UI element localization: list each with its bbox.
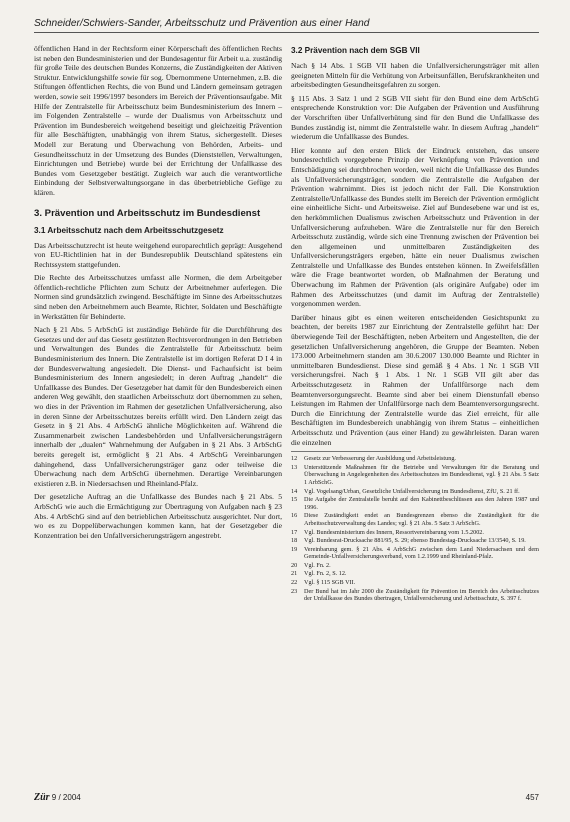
body-paragraph: Das Arbeitsschutzrecht ist heute weitgehend europarechtlich geprägt: Ausgehend von EU-Richtlinien hat in der Bundesrepublik Deutschland spätestens ein Rechtssystem stattgefunden. <box>34 240 282 269</box>
footnote-text: Vgl. Bundesrat-Drucksache 881/95, S. 29; ebenso Bundestag-Drucksache 13/3540, S. 19. <box>304 537 526 545</box>
footnote <box>291 529 539 537</box>
body-paragraph: Der gesetzliche Auftrag an die Unfallkasse des Bundes nach § 21 Abs. 5 ArbSchG wie auch die Ermächtigung zur Übertragung von Aufgaben nach § 23 Abs. 4 ArbSchG sind auf den betrieblichen Arbeitsschutz ausgerichtet. Nur dort, wo es zu Doppelüberwachungen kommen kann, hat der Gesetzgeber die Konzentration bei den Unfallversicherungsträgern angestrebt. <box>34 492 282 540</box>
footnote-number: 13 <box>291 463 298 471</box>
journal-logo: Zür <box>34 792 50 803</box>
footnote <box>291 546 539 561</box>
footnote <box>291 537 539 545</box>
footnote <box>291 496 539 511</box>
footnote-text: Der Bund hat im Jahr 2000 die Zuständigkeit für Prävention im Bereich des Arbeitsschutzes der Unfallkasse des Bundes übertragen, Unfallversicherung und Arbeitsschutz, S. 397 f. <box>304 587 539 603</box>
footnote-number: 15 <box>291 496 298 504</box>
footnote-text: Vgl. § 115 SGB VII. <box>304 579 356 587</box>
footnote <box>291 562 539 570</box>
body-paragraph: Hier konnte auf den ersten Blick der Eindruck entstehen, das unsere bundesrechtlich vorgegebene Prinzip der Verknüpfung von Prävention und Entschädigung sei durchbrochen worden, weil nicht die Unfallkasse des Bundes als Unfallversicherungsträger, sondern die Zentralstelle die Aufgaben der Prävention wahrnimmt. Dies ist jedoch nicht der Fall. Die Konstruktion Zentralstelle/Unfallkasse des Bundes stellt im Bereich der Prävention ermöglicht eine einheitliche Sicht- und Arbeitsweise. Ziel auf Bundesebene war und ist es, den herkömmlichen Dualismus zwischen Arbeitsschutz und Prävention in der Unfallversicherung aufzuheben. Wäre die Zentralstelle nur für den Bereich Arbeitsschutz zuständig, würde sich eine Trennung zwischen der Prävention bei den allgemeinen und unmittelbaren Zuständigkeiten des Unfallversicherungsträgers ergeben, hätte ein neuer Dualismus zwischen Zentralstelle und Unfallkasse des Bundes entstehen können. In Zweifelsfällen wäre die Frage beantwortet worden, ob Maßnahmen der Beratung und Überwachung im Rahmen der Prävention (als originäre Aufgabe) oder im Rahmen des Arbeitsschutzes (und damit im Auftrag der Zentralstelle) vorgenommen werden. <box>291 145 539 309</box>
body-paragraph: Darüber hinaus gibt es einen weiteren entscheidenden Gesichtspunkt zu beachten, der bereits 1987 zur Einrichtung der Zentralstelle geführt hat: Der überwiegende Teil der Beschäftigten, neben Arbeitern und Angestellten, die der gesetzlichen Unfallversicherung angehören, die Gruppe der Beamten. Neben 173.000 Arbeitnehmern standen am 30.6.2007 130.000 Beamte und Richter in unmittelbaren Bundesdienst. Diese sind gemäß § 4 Abs. 1 Nr. 1 SGB VII versicherungsfrei. Nach § 1 Abs. 1 Nr. 1 SGB VII gilt aber das Arbeitsschutzgesetz in Rahmen der Unfallfürsorge nach dem Beamtenversorgungsrecht. Beamte sind aber bei einem Dienstunfall ebenso Leistungen im Rahmen der Unfallfürsorge nach dem Beamtenversorgungsrecht. Durch die Einrichtung der Zentralstelle wurde das Ziel erreicht, für alle Beschäftigten im Bundesbereich unabhängig von ihrem Status – einheitlichen Arbeitsschutz und Prävention (aus einer Hand) zu gewährleisten. Daran waren die einzelnen <box>291 312 539 447</box>
footnote-number: 23 <box>291 587 298 595</box>
section-3-1-heading: 3.1 Arbeitsschutz nach dem Arbeitsschutzgesetz <box>34 225 224 235</box>
footnote <box>291 570 539 578</box>
footnote-text: Vgl. Vogelsang/Urban, Gesetzliche Unfallversicherung im Bundesdienst, ZfU, S. 21 ff. <box>304 487 520 495</box>
footnote <box>291 512 539 527</box>
footnote <box>291 488 539 496</box>
footnote-text: Vereinbarung gem. § 21 Abs. 4 ArbSchG zwischen dem Land Niedersachsen und dem Gemeinde-Unfallversicherungsverband, vom 1.2.1999 und Rheinland-Pfalz. <box>304 545 539 561</box>
section-3-1-body <box>34 241 282 541</box>
section-3-2-heading: 3.2 Prävention nach dem SGB VII <box>291 46 420 55</box>
footnote <box>291 579 539 587</box>
footnote-number: 21 <box>291 570 298 578</box>
footnote <box>291 464 539 487</box>
footnote-number: 12 <box>291 455 298 463</box>
body-paragraph: öffentlichen Hand in der Rechtsform einer Körperschaft des öffentlichen Rechts ist neben den Bundesministerien und der Bundesagentur für Arbeit u.a. zuständig für große Teile des deutschen Bundes Konzerns, die Zuständigkeiten der Aktiven Struktur. Entwicklungshilfe sowie für sog. Übernommene Unternehmen, z.B. die Stiftungen öffentlichen Rechts, die von Bund und Ländern gemeinsam getragen werden, sowie seit 1996/1997 besonders im Bereich der Präventionsaufgabe. Mit Hilfe der Zentralstelle für Arbeitsschutz beim Bundesministerium des Innern – im Folgenden Zentralstelle – wurde der Dualismus von Arbeitsschutz und Prävention im Bundesbereich weitgehend beseitigt und gleichzeitig Prävention für alle Beschäftigten, unabhängig von ihrem Status, sichergestellt. Dieses Modell zur Beratung und Überwachung von Behörden, Arbeits- und Gesundheitsschutz in der Umsetzung des Bundes (Dienststellen, Verwaltungen, Einrichtungen und Betriebe) wurde bei der Errichtung der Unfallkasse des Bundes vom Gesetzgeber bestätigt. Zugleich war auch die verantwortliche Einbindung der Selbstverwaltungsorgane in das überbetriebliche Gefüge zu klären. <box>34 44 282 197</box>
section-3-2-body <box>291 61 539 447</box>
footnote-list <box>291 455 539 603</box>
left-intro <box>34 44 282 198</box>
footnote-text: Vgl. Fn. 2, S. 12. <box>304 570 347 578</box>
footnote-text: Vgl. Fn. 2. <box>304 561 331 569</box>
footnote-text: Diese Zuständigkeit endet an Bundesgrenzen ebenso die Zuständigkeit für die Arbeitsschutzverwaltung des Landes; vgl. § 21 Abs. 5 Satz 3 ArbSchG. <box>304 512 539 527</box>
body-paragraph: Nach § 14 Abs. 1 SGB VII haben die Unfallversicherungsträger mit allen geeigneten Mitteln für die Verhütung von Arbeitsunfällen, Berufskrankheiten und arbeitsbedingten Gesundheitsgefahren zu sorgen. <box>291 61 539 90</box>
page-number: 457 <box>525 793 539 802</box>
running-head: Schneider/Schwiers-Sander, Arbeitsschutz und Prävention aus einer Hand <box>34 18 539 33</box>
body-paragraph: Die Rechte des Arbeitsschutzes umfasst alle Normen, die dem Arbeitgeber öffentlich-rechtliche Pflichten zum Schutz der Arbeitnehmer auferlegen. Die Normen sind grundsätzlich zwingend. Beschäftigte im Sinne des Arbeitsschutzes sind neben den Arbeitnehmern auch Beamte, Richter, Soldaten und Beschäftigte in Werkstätten für Behinderte. <box>34 273 282 321</box>
footnote-number: 20 <box>291 561 298 569</box>
journal-issue: 9 / 2004 <box>51 793 81 802</box>
page-footer <box>34 792 539 803</box>
left-column <box>34 44 282 544</box>
footnote-text: Vgl. Bundesministerium des Innern, Ressortvereinbarung vom 1.5.2002. <box>304 528 484 536</box>
footnote-text: Die Aufgabe der Zentralstelle beruht auf den Kabinettbeschlüssen aus den Jahren 1987 und 1996. <box>304 496 539 511</box>
footnote-text: Unterstützende Maßnahmen für die Betriebe und Verwaltungen für die Beratung und Überwachung in Angelegenheiten des Arbeitsschutzes im Bundesdienst, vgl. § 21 Abs. 5 Satz 1 ArbSchG. <box>304 463 539 486</box>
footnote-number: 22 <box>291 579 298 587</box>
body-paragraph: Nach § 21 Abs. 5 ArbSchG ist zuständige Behörde für die Durchführung des Gesetzes und der auf das Gesetz gestützten Rechtsverordnungen in den Betrieben und Verwaltungen des Bundes die Zentralstelle für Arbeitsschutz beim Bundesministerium des Innern. Die Zentralstelle ist im dortigen Referat D I 4 in der Bundesverwaltung angesiedelt. Die Dienst- und Fachaufsicht ist beim Bundesministerium des Innern angesiedelt; in deren Auftrag „handelt“ die Unfallkasse des Bundes. Der Gesetzgeber hat damit für den Bundesbereich einen anderen Weg gewählt, den staatlichen Arbeitsschutz dort übernommen zu sehen, wo dies in der Prävention im Rahmen der gesetzlichen Unfallversicherung, also in deren Sinne der Arbeitsschutzes bereits erfüllt wird. Den Ländern zeigt das Gesetz in § 21 Abs. 4 ArbSchG ähnliche Möglichkeiten auf. Während die Zusammenarbeit zwischen Landesbehörden und Unfallversicherungsträgern innerhalb der „dualen“ Wahrnehmung der Aufgaben in § 21 Abs. 3 ArbSchG bereits geregelt ist, ermöglicht § 21 Abs. 4 ArbSchG Vereinbarungen dahingehend, dass Unfallversicherungsträger ganz oder teilweise die Überwachung nach dem ArbSchG übernehmen. Derartige Vereinbarungen existieren z.B. in Niedersachsen und Rheinland-Pfalz. <box>34 325 282 488</box>
footnote-number: 18 <box>291 537 298 545</box>
footnote-number: 19 <box>291 545 298 553</box>
right-column <box>291 44 539 604</box>
footnote <box>291 455 539 463</box>
footnote-number: 16 <box>291 512 298 520</box>
footnote <box>291 588 539 603</box>
footnote-number: 17 <box>291 528 298 536</box>
body-paragraph: § 115 Abs. 3 Satz 1 und 2 SGB VII sieht für den Bund eine dem ArbSchG entsprechende Konstruktion vor: Die Aufgaben der Prävention und Ausführung der Vorschriften über Unfallverhütung sind für den Bund die Unfallkasse des Bundes zuständig ist, nimmt die Zentralstelle wahr. In diesem Auftrag „handelt“ wiederum die Unfallkasse des Bundes. <box>291 93 539 142</box>
section-3-heading: 3. Prävention und Arbeitsschutz im Bundesdienst <box>34 207 261 219</box>
footnote-text: Gesetz zur Verbesserung der Ausbildung und Arbeitsleistung. <box>304 455 456 463</box>
footnote-number: 14 <box>291 487 298 495</box>
